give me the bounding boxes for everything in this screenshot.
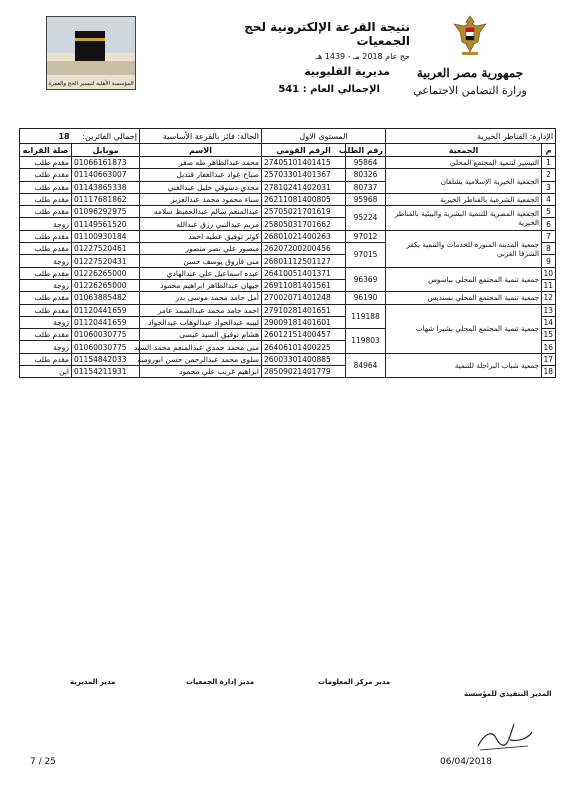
request-number: 95224 — [346, 206, 386, 231]
row-num: 4 — [542, 193, 556, 205]
person-name: لبيبه عبدالجواد عبدالوهاب عبدالجواد — [140, 316, 262, 328]
relation: مقدم طلب — [20, 181, 72, 193]
relation: زوجة — [20, 218, 72, 230]
eagle-emblem-icon — [452, 14, 488, 58]
assoc-cell: جمعية تنمية المجتمع المحلي بشبرا شهاب — [386, 304, 542, 353]
request-number: 84964 — [346, 353, 386, 378]
person-name: منصور علي نصر منصور — [140, 243, 262, 255]
row-num: 12 — [542, 292, 556, 304]
mobile-number: 01154842033 — [72, 353, 140, 365]
table-row — [20, 292, 556, 304]
row-num: 15 — [542, 329, 556, 341]
person-name: منى محمد حمدي عبدالمنعم محمد السيد — [140, 341, 262, 353]
request-number: 95864 — [346, 157, 386, 169]
assoc-cell: الجمعية الخيرية الإسلامية بشلقان — [386, 169, 542, 194]
person-name: مجدي دسوقي خليل عبدالغني — [140, 181, 262, 193]
relation: مقدم طلب — [20, 353, 72, 365]
row-num: 2 — [542, 169, 556, 181]
kaaba-icon — [75, 31, 105, 61]
foundation-logo — [46, 16, 136, 90]
assoc-cell: جمعية تنمية المجتمع المحلي بباسوس — [386, 267, 542, 292]
col-req: رقم الطلب — [346, 144, 386, 157]
request-number: 80737 — [346, 181, 386, 193]
relation: مقدم طلب — [20, 329, 72, 341]
mobile-number: 01120441659 — [72, 304, 140, 316]
person-name: مريم عبدالنبي رزق عبدالله — [140, 218, 262, 230]
national-id: 26012151400457 — [262, 329, 346, 341]
sig-executive: المدير التنفيذي للمؤسسة — [464, 690, 552, 698]
relation: زوجة — [20, 255, 72, 267]
national-id: 26207200200456 — [262, 243, 346, 255]
assoc-cell: الجمعية الشرعية بالقناطر الخيرية — [386, 193, 542, 205]
relation: ابن — [20, 366, 72, 378]
report-subtitle: حج عام 2018 مـ - 1439 هـ — [315, 52, 410, 61]
table-row — [20, 353, 556, 365]
request-number: 80326 — [346, 169, 386, 181]
table-header-row — [20, 144, 556, 157]
table-row — [20, 304, 556, 316]
relation: مقدم طلب — [20, 304, 72, 316]
person-name: أمل حامد محمد موسى بدر — [140, 292, 262, 304]
relation: مقدم طلب — [20, 169, 72, 181]
row-num: 13 — [542, 304, 556, 316]
request-number: 95968 — [346, 193, 386, 205]
relation: زوجة — [20, 341, 72, 353]
row-num: 9 — [542, 255, 556, 267]
assoc-cell: التيسير لتنمية المجتمع المحلي — [386, 157, 542, 169]
relation: مقدم طلب — [20, 243, 72, 255]
mobile-number: 01100930184 — [72, 230, 140, 242]
level-label: المستوى الاول — [262, 129, 386, 144]
results-table — [19, 128, 556, 378]
mobile-number: 01149561520 — [72, 218, 140, 230]
person-name: محمد عبدالظاهر طه صقر — [140, 157, 262, 169]
person-name: سناء محمود محمد عبدالعزيز — [140, 193, 262, 205]
national-id: 29009181401601 — [262, 316, 346, 328]
row-num: 3 — [542, 181, 556, 193]
request-number: 97015 — [346, 243, 386, 268]
national-id: 26410051401371 — [262, 267, 346, 279]
table-row — [20, 169, 556, 181]
mobile-number: 01060030775 — [72, 341, 140, 353]
row-num: 8 — [542, 243, 556, 255]
mobile-number: 01227520431 — [72, 255, 140, 267]
assoc-cell: جمعية تنمية المجتمع المحلي بسنديس — [386, 292, 542, 304]
sig-directorate: مدير المديرية — [70, 678, 116, 686]
mobile-number: 01227520461 — [72, 243, 140, 255]
relation: مقدم طلب — [20, 157, 72, 169]
mobile-number: 01066161873 — [72, 157, 140, 169]
row-num: 1 — [542, 157, 556, 169]
row-num: 16 — [542, 341, 556, 353]
relation: زوجة — [20, 316, 72, 328]
sig-associations: مدير إدارة الجمعيات — [186, 678, 255, 686]
page-number: 7 / 25 — [30, 757, 56, 767]
report-title: نتيجة القرعة الإلكترونية لحج الجمعيات — [244, 20, 410, 48]
national-id: 25705021701619 — [262, 206, 346, 218]
signature-icon — [470, 716, 540, 756]
status-label: الحالة: فائز بالقرعة الأساسية — [140, 129, 262, 144]
national-id: 28509021401779 — [262, 366, 346, 378]
national-id: 27002071401248 — [262, 292, 346, 304]
row-num: 11 — [542, 279, 556, 291]
person-name: سلوى محمد عبدالرحمن حسن ابوروميه — [140, 353, 262, 365]
person-name: منى فاروق يوسف حسن — [140, 255, 262, 267]
row-num: 10 — [542, 267, 556, 279]
person-name: صباح عواد عبدالغفار قنديل — [140, 169, 262, 181]
ministry-name: وزارة التضامن الاجتماعي — [413, 84, 527, 97]
report-title-block — [200, 20, 410, 95]
mobile-number: 01154211931 — [72, 366, 140, 378]
table-row — [20, 230, 556, 242]
mobile-number: 01140663007 — [72, 169, 140, 181]
national-id: 26211081400805 — [262, 193, 346, 205]
directorate-name: مديرية القليوبية — [304, 65, 390, 78]
national-id: 25805031701662 — [262, 218, 346, 230]
row-num: 5 — [542, 206, 556, 218]
request-number: 96369 — [346, 267, 386, 292]
relation: مقدم طلب — [20, 206, 72, 218]
row-num: 6 — [542, 218, 556, 230]
table-row — [20, 157, 556, 169]
table-row — [20, 267, 556, 279]
mobile-number: 01117681862 — [72, 193, 140, 205]
national-id: 27405101401415 — [262, 157, 346, 169]
info-row — [20, 129, 556, 144]
col-num: م — [542, 144, 556, 157]
grand-total: الإجمالي العام : 541 — [278, 84, 380, 95]
mobile-number: 01226265000 — [72, 267, 140, 279]
request-number: 96190 — [346, 292, 386, 304]
assoc-cell: جمعية المدينة المنورة للخدمات والتنمية بكفر الشرفا الغربي — [386, 230, 542, 267]
national-id: 25703301401367 — [262, 169, 346, 181]
person-name: عبدالمنعم سالم عبدالحفيظ سلامه — [140, 206, 262, 218]
person-name: احمد حامد محمد عبدالصمد عامر — [140, 304, 262, 316]
row-num: 18 — [542, 366, 556, 378]
row-num: 14 — [542, 316, 556, 328]
relation: مقدم طلب — [20, 267, 72, 279]
table-row — [20, 206, 556, 218]
person-name: هشام توفيق السيد عيسى — [140, 329, 262, 341]
country-name: جمهورية مصر العربية — [416, 66, 524, 80]
assoc-cell: الجمعية المصرية للتنمية البشرية والبيئية بالقناطر الخيرية — [386, 206, 542, 231]
national-id: 26801021400263 — [262, 230, 346, 242]
ministry-emblem-block — [400, 14, 540, 114]
mobile-number: 01063885482 — [72, 292, 140, 304]
col-relation: صلة القرابه — [20, 144, 72, 157]
mobile-number: 01226265000 — [72, 279, 140, 291]
relation: مقدم طلب — [20, 193, 72, 205]
col-mobile: موبايل — [72, 144, 140, 157]
person-name: ابراهيم غريب علي محمود — [140, 366, 262, 378]
winners-total — [20, 129, 140, 144]
national-id: 26801112501127 — [262, 255, 346, 267]
national-id: 26911081401561 — [262, 279, 346, 291]
national-id: 26003301400885 — [262, 353, 346, 365]
request-number: 97012 — [346, 230, 386, 242]
person-name: جيهان عبدالظاهر ابراهيم محمود — [140, 279, 262, 291]
request-number: 119188 — [346, 304, 386, 329]
national-id: 26406101400225 — [262, 341, 346, 353]
mobile-number: 01060030775 — [72, 329, 140, 341]
table-row — [20, 193, 556, 205]
national-id: 27910281401651 — [262, 304, 346, 316]
mobile-number: 01143865338 — [72, 181, 140, 193]
mobile-number: 01120441659 — [72, 316, 140, 328]
mobile-number: 01096292975 — [72, 206, 140, 218]
col-nid: الرقم القومي — [262, 144, 346, 157]
report-date: 06/04/2018 — [440, 757, 492, 767]
row-num: 7 — [542, 230, 556, 242]
person-name: كوثر توفيق عطيه احمد — [140, 230, 262, 242]
winners-count: 18 — [58, 131, 70, 141]
assoc-cell: جمعية شباب البراجلة للتنمية — [386, 353, 542, 378]
admin-label: الإدارة: القناطر الخيرية — [386, 129, 556, 144]
sig-info-center: مدير مركز المعلومات — [318, 678, 391, 686]
row-num: 17 — [542, 353, 556, 365]
relation: زوجة — [20, 279, 72, 291]
col-name: الاسم — [140, 144, 262, 157]
national-id: 27810241402031 — [262, 181, 346, 193]
person-name: عبده اسماعيل علي عبدالهادي — [140, 267, 262, 279]
request-number: 119803 — [346, 329, 386, 354]
logo-caption: المؤسسة الأهلية لتيسير الحج والعمرة — [48, 81, 134, 87]
relation: مقدم طلب — [20, 230, 72, 242]
relation: مقدم طلب — [20, 292, 72, 304]
col-assoc: الجمعية — [386, 144, 542, 157]
winners-label: إجمالي الفائزين: — [82, 131, 138, 141]
